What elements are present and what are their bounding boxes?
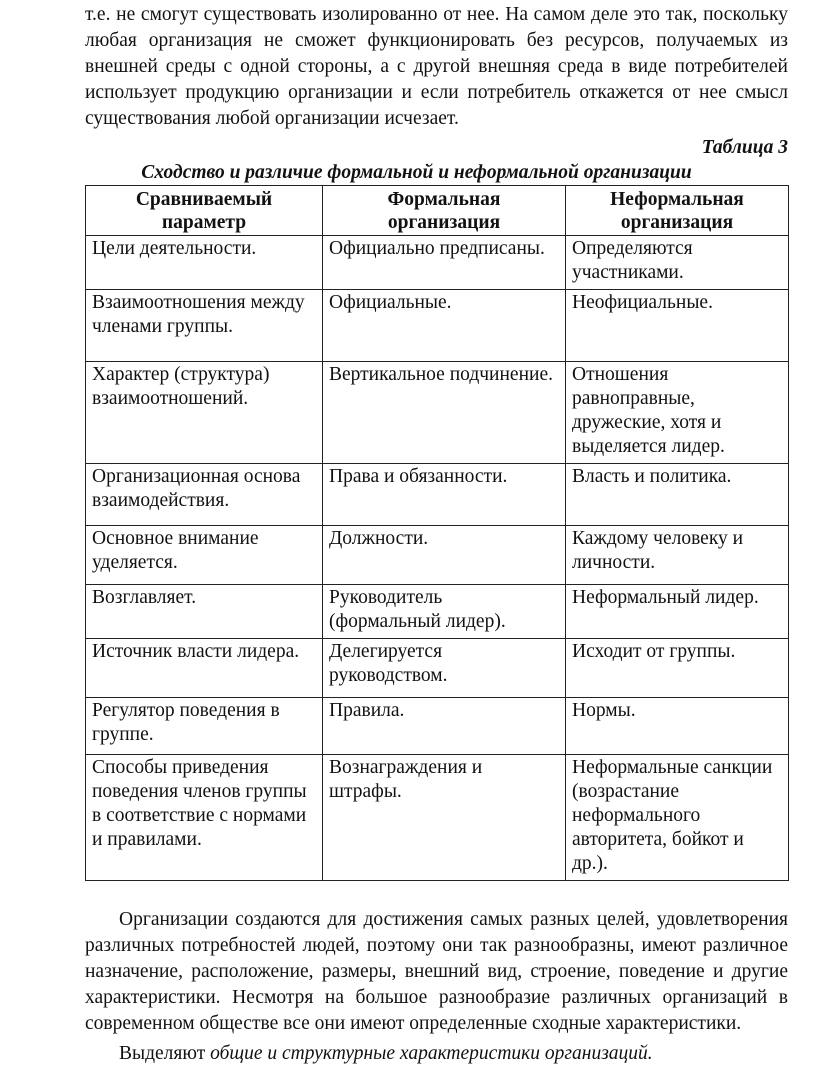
table-row <box>86 464 789 526</box>
table-cell: Регулятор поведения в группе. <box>86 698 323 755</box>
intro-paragraph: т.е. не смогут существовать изолированно от нее. На самом деле это так, поскольку любая организация не сможет функционировать без ресурсов, получаемых из внешней среды с одной стороны, а с другой внешняя среда в виде потребителей использует продукцию организации и если потребитель откажется от нее смысл существования любой организации исчезает. <box>85 4 788 129</box>
table-cell: Официальные. <box>323 290 566 362</box>
table-title: Сходство и различие формальной и неформальной организации <box>141 162 692 183</box>
table-cell: Цели деятельности. <box>86 236 323 290</box>
table-row <box>86 639 789 698</box>
table-cell: Вертикальное подчинение. <box>323 362 566 464</box>
table-cell: Руководитель (формальный лидер). <box>323 585 566 639</box>
table-cell: Вознаграждения и штрафы. <box>323 755 566 881</box>
table-row <box>86 290 789 362</box>
table-row <box>86 755 789 881</box>
table-cell: Определяются участниками. <box>566 236 789 290</box>
table-row <box>86 698 789 755</box>
table-cell: Взаимоотношения между членами группы. <box>86 290 323 362</box>
bottom-paragraph: Организации создаются для достижения самых разных целей, удовлетворения различных потребностей людей, поэтому они так разнообразны, имеют различное назначение, расположение, размеры, внешний вид, строение, поведение и другие характеристики. Несмотря на большое разнообразие различных организаций в современном обществе все они имеют определенные сходные характеристики. <box>85 909 788 1034</box>
table-number: Таблица 3 <box>701 137 788 158</box>
table-cell: Права и обязанности. <box>323 464 566 526</box>
header-informal: Неформальная организация <box>566 186 789 236</box>
table-cell: Отношения равноправные, дружеские, хотя и выделяется лидер. <box>566 362 789 464</box>
table-row <box>86 362 789 464</box>
table-cell: Источник власти лидера. <box>86 639 323 698</box>
table-cell: Характер (структура) взаимоотношений. <box>86 362 323 464</box>
table-cell: Каждому человеку и личности. <box>566 526 789 585</box>
table-header-row <box>86 186 789 236</box>
table-cell: Способы приведения поведения членов группы в соответствие с нормами и правилами. <box>86 755 323 881</box>
last-line-prefix: Выделяют <box>119 1043 211 1064</box>
table-cell: Официально предписаны. <box>323 236 566 290</box>
table-row <box>86 236 789 290</box>
table-cell: Неофициальные. <box>566 290 789 362</box>
last-line <box>85 1041 788 1067</box>
table-row <box>86 526 789 585</box>
document-page <box>85 2 788 1067</box>
table-cell: Нормы. <box>566 698 789 755</box>
comparison-table <box>85 185 789 881</box>
table-cell: Делегируется руководством. <box>323 639 566 698</box>
table-cell: Исходит от группы. <box>566 639 789 698</box>
table-cell: Власть и политика. <box>566 464 789 526</box>
table-cell: Организационная основа взаимодействия. <box>86 464 323 526</box>
table-cell: Должности. <box>323 526 566 585</box>
last-line-italic: общие и структурные характеристики организаций. <box>210 1043 653 1064</box>
table-cell: Возглавляет. <box>86 585 323 639</box>
table-cell: Правила. <box>323 698 566 755</box>
table-cell: Неформальный лидер. <box>566 585 789 639</box>
table-row <box>86 585 789 639</box>
header-parameter: Сравниваемый параметр <box>86 186 323 236</box>
table-cell: Основное внимание уделяется. <box>86 526 323 585</box>
header-formal: Формальная организация <box>323 186 566 236</box>
table-cell: Неформальные санкции (возрастание неформального авторитета, бойкот и др.). <box>566 755 789 881</box>
